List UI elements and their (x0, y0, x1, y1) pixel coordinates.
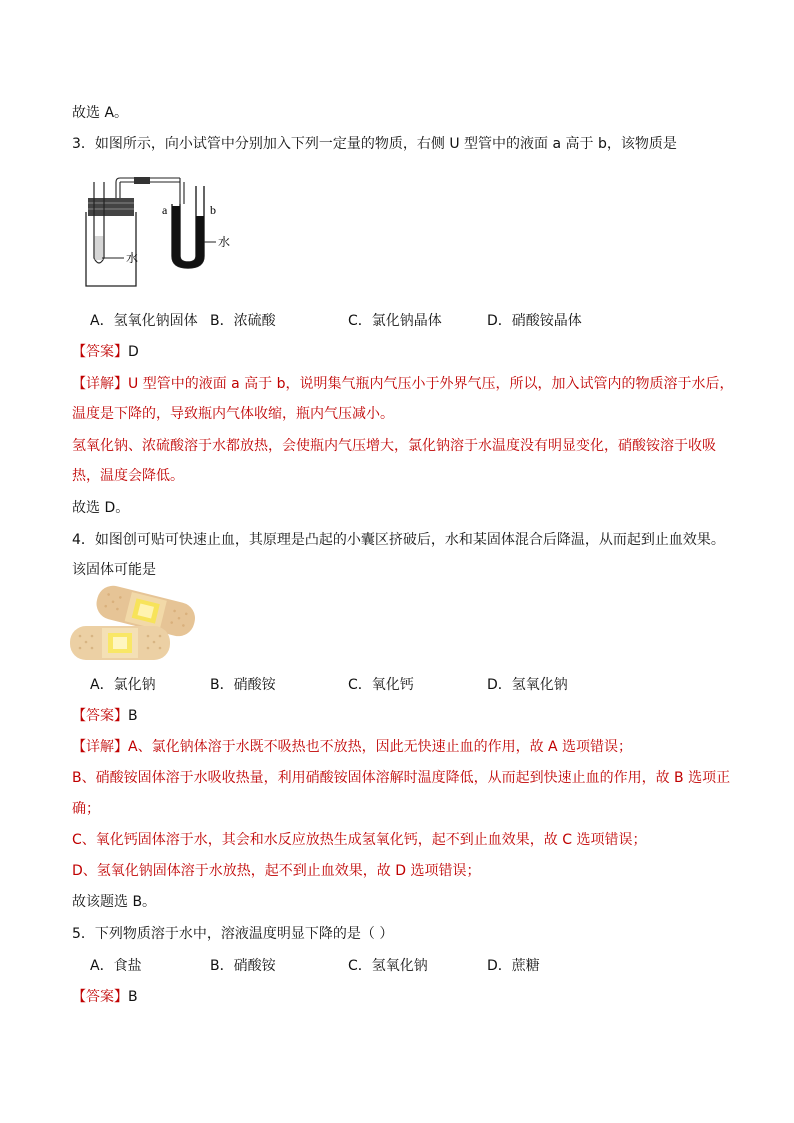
q3-stem: 3．如图所示，向小试管中分别加入下列一定量的物质，右侧 U 型管中的液面 a 高于 b，该物质是 (72, 136, 677, 152)
label-b: b (210, 203, 216, 217)
answer-value: D (128, 344, 139, 360)
q3-detail-line-1 (72, 374, 734, 394)
q4-detail-line-2: B、硝酸铵固体溶于水吸收热量，利用硝酸铵固体溶解时温度降低，从而起到快速止血的作用，故 B 选项正 (72, 770, 731, 786)
label-water-tube: 水 (126, 251, 139, 265)
q5-stem: 5．下列物质溶于水中，溶液温度明显下降的是（ ） (72, 926, 394, 942)
label-a: a (162, 203, 168, 217)
q5-option-a: A．食盐 (90, 958, 142, 974)
q4-detail-line-5: D、氢氧化钠固体溶于水放热，起不到止血效果，故 D 选项错误； (72, 863, 481, 879)
q4-option-a: A．氯化钠 (90, 677, 156, 693)
q3-answer (72, 342, 139, 362)
q3-detail-line-2: 温度是下降的，导致瓶内气体收缩，瓶内气压减小。 (72, 406, 394, 422)
q3-option-b: B．浓硫酸 (210, 313, 276, 329)
q4-detail-line-3: 确； (72, 801, 100, 817)
q4-detail-line-1 (72, 737, 632, 757)
bandage-front (70, 626, 170, 660)
u-tube-liquid (172, 206, 204, 268)
q4-option-c: C．氧化钙 (348, 677, 414, 693)
q3-option-d: D．硝酸铵晶体 (487, 313, 582, 329)
q4-answer (72, 706, 138, 726)
detail-text: A、氯化钠体溶于水既不吸热也不放热，因此无快速止血的作用，故 A 选项错误； (128, 739, 633, 755)
q4-option-b: B．硝酸铵 (210, 677, 276, 693)
detail-tag: 【详解】 (72, 739, 128, 755)
q3-detail-line-3: 氢氧化钠、浓硫酸溶于水都放热，会使瓶内气压增大，氯化钠溶于水温度没有明显变化，硝酸铵溶于收吸 (72, 438, 716, 454)
q3-detail-line-4: 热，温度会降低。 (72, 468, 184, 484)
q3-option-c: C．氯化钠晶体 (348, 313, 442, 329)
label-water-utube: 水 (218, 235, 231, 249)
q4-stem-line-2: 该固体可能是 (72, 562, 156, 578)
answer-tag: 【答案】 (72, 989, 128, 1005)
q4-conclusion: 故该题选 B。 (72, 894, 157, 910)
detail-text: U 型管中的液面 a 高于 b，说明集气瓶内气压小于外界气压，所以，加入试管内的物质溶于水后， (128, 376, 734, 392)
detail-tag: 【详解】 (72, 376, 128, 392)
bandage-figure (68, 582, 202, 662)
rubber-stopper (88, 198, 134, 216)
q4-detail-line-4: C、氧化钙固体溶于水，其会和水反应放热生成氢氧化钙，起不到止血效果，故 C 选项错误； (72, 832, 647, 848)
q4-option-d: D．氢氧化钠 (487, 677, 568, 693)
q5-answer (72, 987, 138, 1007)
q3-conclusion: 故选 D。 (72, 500, 130, 516)
q2-conclusion: 故选 A。 (72, 105, 129, 121)
answer-value: B (128, 989, 138, 1005)
answer-tag: 【答案】 (72, 708, 128, 724)
q3-apparatus-figure (72, 176, 282, 296)
q5-option-d: D．蔗糖 (487, 958, 540, 974)
q5-option-c: C．氢氧化钠 (348, 958, 428, 974)
answer-value: B (128, 708, 138, 724)
q3-option-a: A．氢氧化钠固体 (90, 313, 198, 329)
answer-tag: 【答案】 (72, 344, 128, 360)
q5-option-b: B．硝酸铵 (210, 958, 276, 974)
q4-stem-line-1: 4．如图创可贴可快速止血，其原理是凸起的小囊区挤破后，水和某固体混合后降温，从而起到止血效果。 (72, 532, 725, 548)
